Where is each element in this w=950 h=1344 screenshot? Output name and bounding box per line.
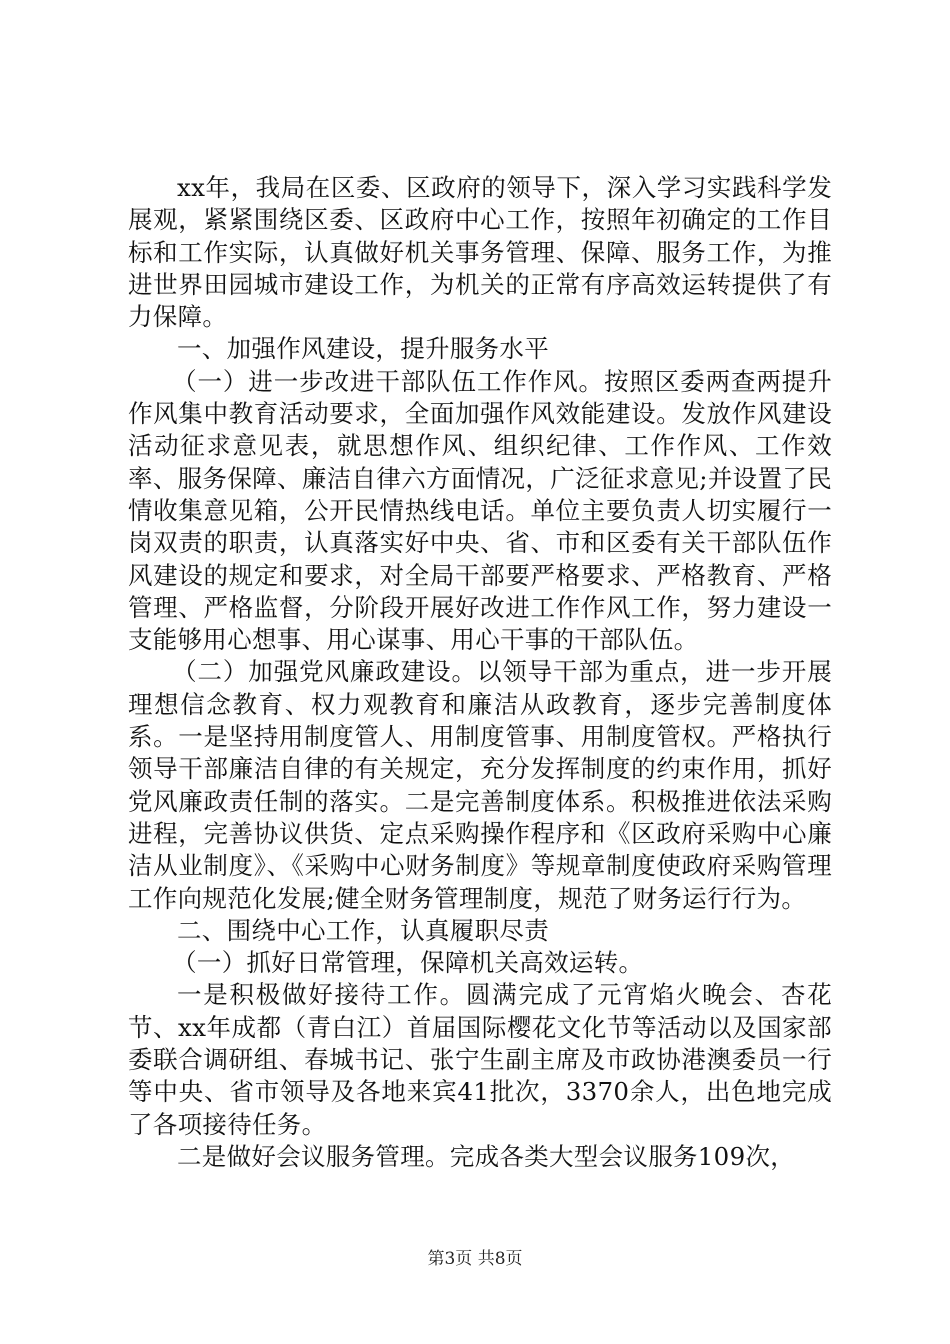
subsection-heading-daily-management: （一）抓好日常管理，保障机关高效运转。 — [172, 948, 644, 978]
page-footer: 第3页 共8页 — [427, 1249, 523, 1269]
document-body — [128, 172, 832, 1173]
section-heading-1: 一、加强作风建设，提升服务水平 — [177, 334, 549, 364]
paragraph-reception: 一是积极做好接待工作。圆满完成了元宵焰火晚会、杏花节、xx年成都（青白江）首届国际樱花文化节等活动以及国家部委联合调研组、春城书记、张宁生副主席及市政协港澳委员一行等中央、省市领导及各地来宾41批次，3370余人，出色地完成了各项接待任务。 — [128, 980, 832, 1139]
paragraph-intro: xx年，我局在区委、区政府的领导下，深入学习实践科学发展观，紧紧围绕区委、区政府中心工作，按照年初确定的工作目标和工作实际，认真做好机关事务管理、保障、服务工作，为推进世界田园城市建设工作，为机关的正常有序高效运转提供了有力保障。 — [128, 173, 832, 332]
paragraph-work-style: （一）进一步改进干部队伍工作作风。按照区委两查两提升作风集中教育活动要求，全面加强作风效能建设。发放作风建设活动征求意见表，就思想作风、组织纪律、工作作风、工作效率、服务保障、廉洁自律六方面情况，广泛征求意见;并设置了民情收集意见箱，公开民情热线电话。单位主要负责人切实履行一岗双责的职责，认真落实好中央、省、市和区委有关干部队伍作风建设的规定和要求，对全局干部要严格要求、严格教育、严格管理、严格监督，分阶段开展好改进工作作风工作，努力建设一支能够用心想事、用心谋事、用心干事的干部队伍。 — [128, 366, 832, 655]
paragraph-integrity: （二）加强党风廉政建设。以领导干部为重点，进一步开展理想信念教育、权力观教育和廉洁从政教育，逐步完善制度体系。一是坚持用制度管人、用制度管事、用制度管权。严格执行领导干部廉洁自律的有关规定，充分发挥制度的约束作用，抓好党风廉政责任制的落实。二是完善制度体系。积极推进依法采购进程，完善协议供货、定点采购操作程序和《区政府采购中心廉洁从业制度》、《采购中心财务制度》等规章制度使政府采购管理工作向规范化发展;健全财务管理制度，规范了财务运行行为。 — [128, 657, 832, 913]
section-heading-2: 二、围绕中心工作，认真履职尽责 — [177, 915, 549, 945]
paragraph-meeting-service: 二是做好会议服务管理。完成各类大型会议服务109次， — [177, 1141, 796, 1171]
